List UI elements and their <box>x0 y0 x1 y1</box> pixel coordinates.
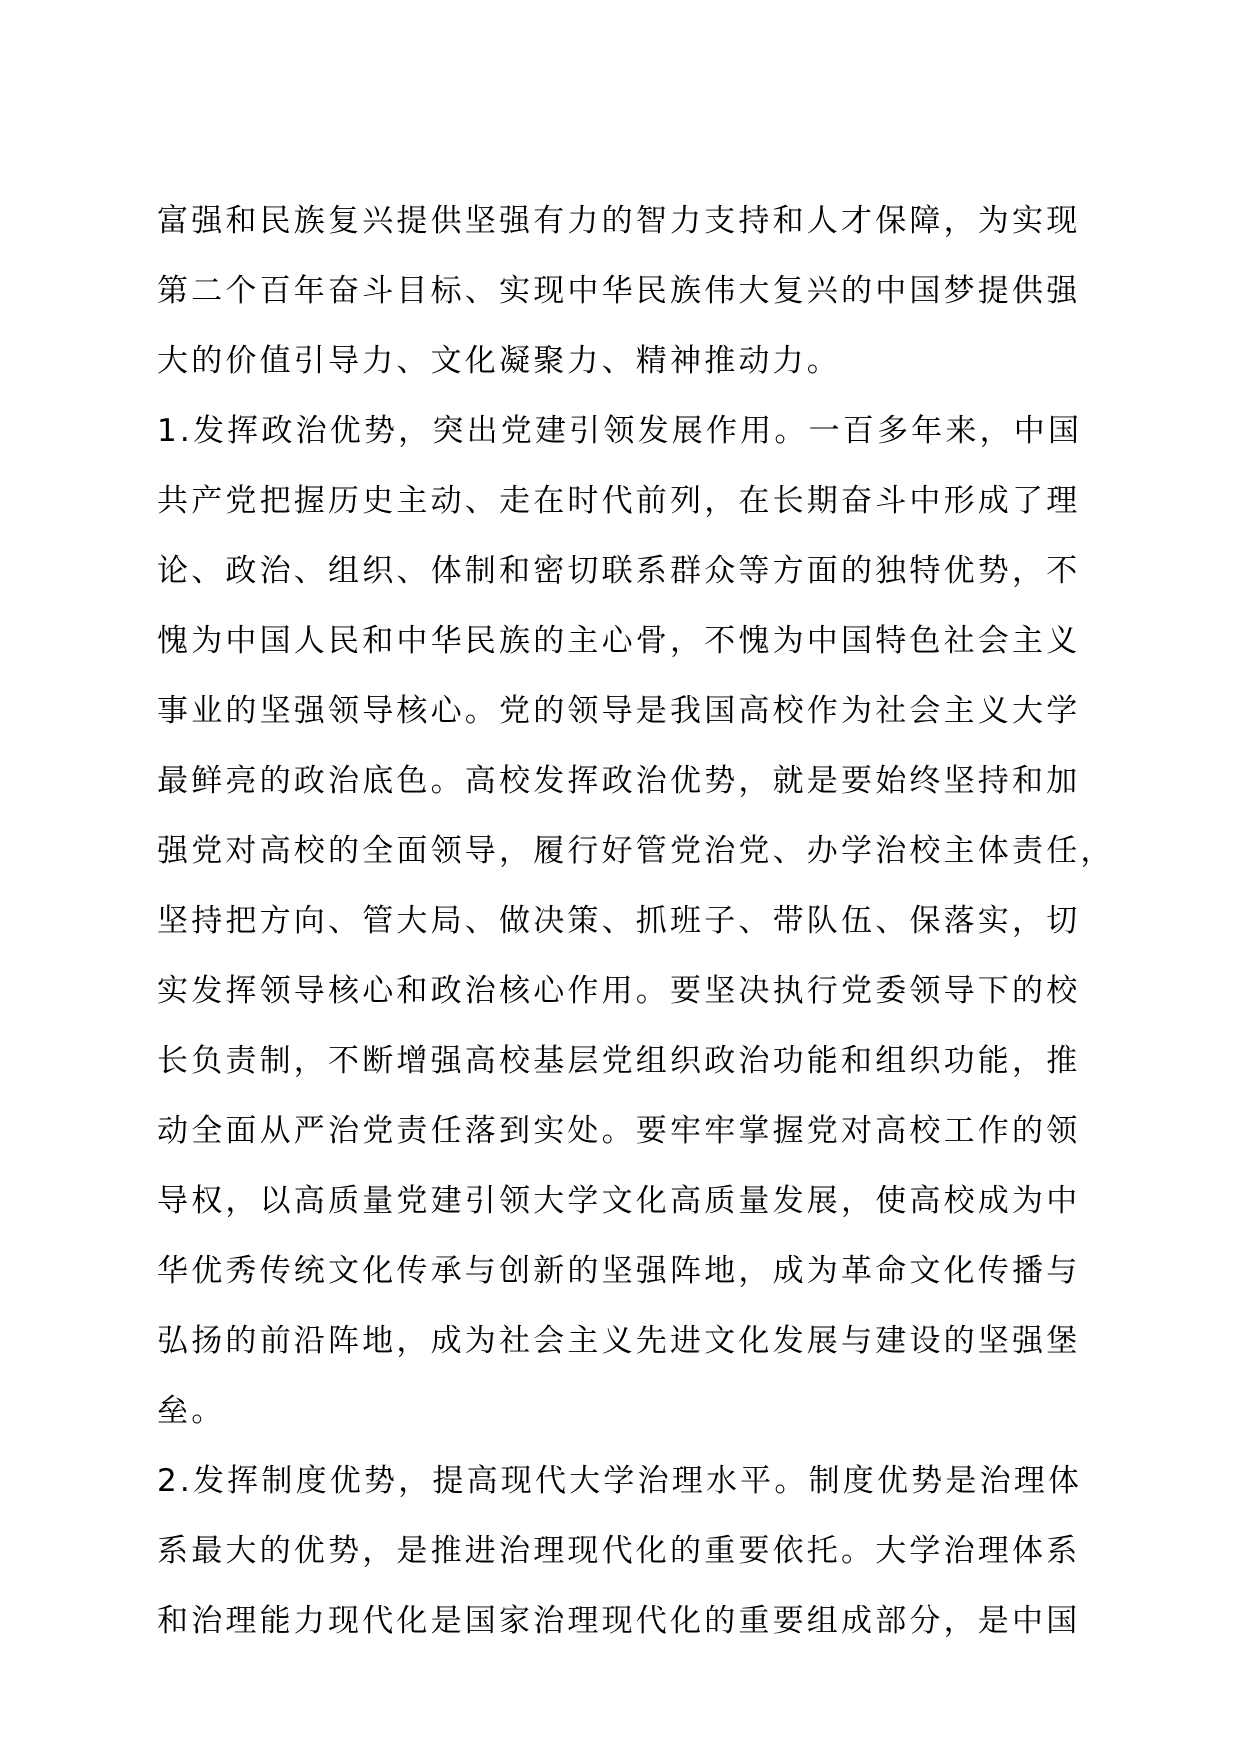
text-line: 系最大的优势，是推进治理现代化的重要依托。大学治理体系 <box>157 1533 1081 1569</box>
text-line: 愧为中国人民和中华民族的主心骨，不愧为中国特色社会主义 <box>157 623 1081 659</box>
text-line: 和治理能力现代化是国家治理现代化的重要组成部分，是中国 <box>157 1603 1081 1639</box>
text-line: 强党对高校的全面领导，履行好管党治党、办学治校主体责任， <box>157 833 1115 869</box>
text-line: 第二个百年奋斗目标、实现中华民族伟大复兴的中国梦提供强 <box>157 273 1081 309</box>
text-line: 事业的坚强领导核心。党的领导是我国高校作为社会主义大学 <box>157 693 1081 729</box>
text-line: 华优秀传统文化传承与创新的坚强阵地，成为革命文化传播与 <box>157 1253 1081 1289</box>
text-line: 垒。 <box>157 1393 226 1429</box>
text-line: 坚持把方向、管大局、做决策、抓班子、带队伍、保落实，切 <box>157 903 1081 939</box>
text-line: 导权，以高质量党建引领大学文化高质量发展，使高校成为中 <box>157 1183 1081 1219</box>
text-line: 共产党把握历史主动、走在时代前列，在长期奋斗中形成了理 <box>157 483 1081 519</box>
text-line: 动全面从严治党责任落到实处。要牢牢掌握党对高校工作的领 <box>157 1113 1081 1149</box>
text-line: 实发挥领导核心和政治核心作用。要坚决执行党委领导下的校 <box>157 973 1081 1009</box>
body-text <box>157 186 1115 1656</box>
text-line: 大的价值引导力、文化凝聚力、精神推动力。 <box>157 343 841 379</box>
text-line: 最鲜亮的政治底色。高校发挥政治优势，就是要始终坚持和加 <box>157 763 1081 799</box>
text-line: 2.发挥制度优势，提高现代大学治理水平。制度优势是治理体 <box>157 1463 1083 1499</box>
text-line: 1.发挥政治优势，突出党建引领发展作用。一百多年来，中国 <box>157 413 1083 449</box>
text-line: 富强和民族复兴提供坚强有力的智力支持和人才保障，为实现 <box>157 203 1081 239</box>
text-line: 弘扬的前沿阵地，成为社会主义先进文化发展与建设的坚强堡 <box>157 1323 1081 1359</box>
text-line: 论、政治、组织、体制和密切联系群众等方面的独特优势，不 <box>157 553 1081 589</box>
text-line: 长负责制，不断增强高校基层党组织政治功能和组织功能，推 <box>157 1043 1081 1079</box>
